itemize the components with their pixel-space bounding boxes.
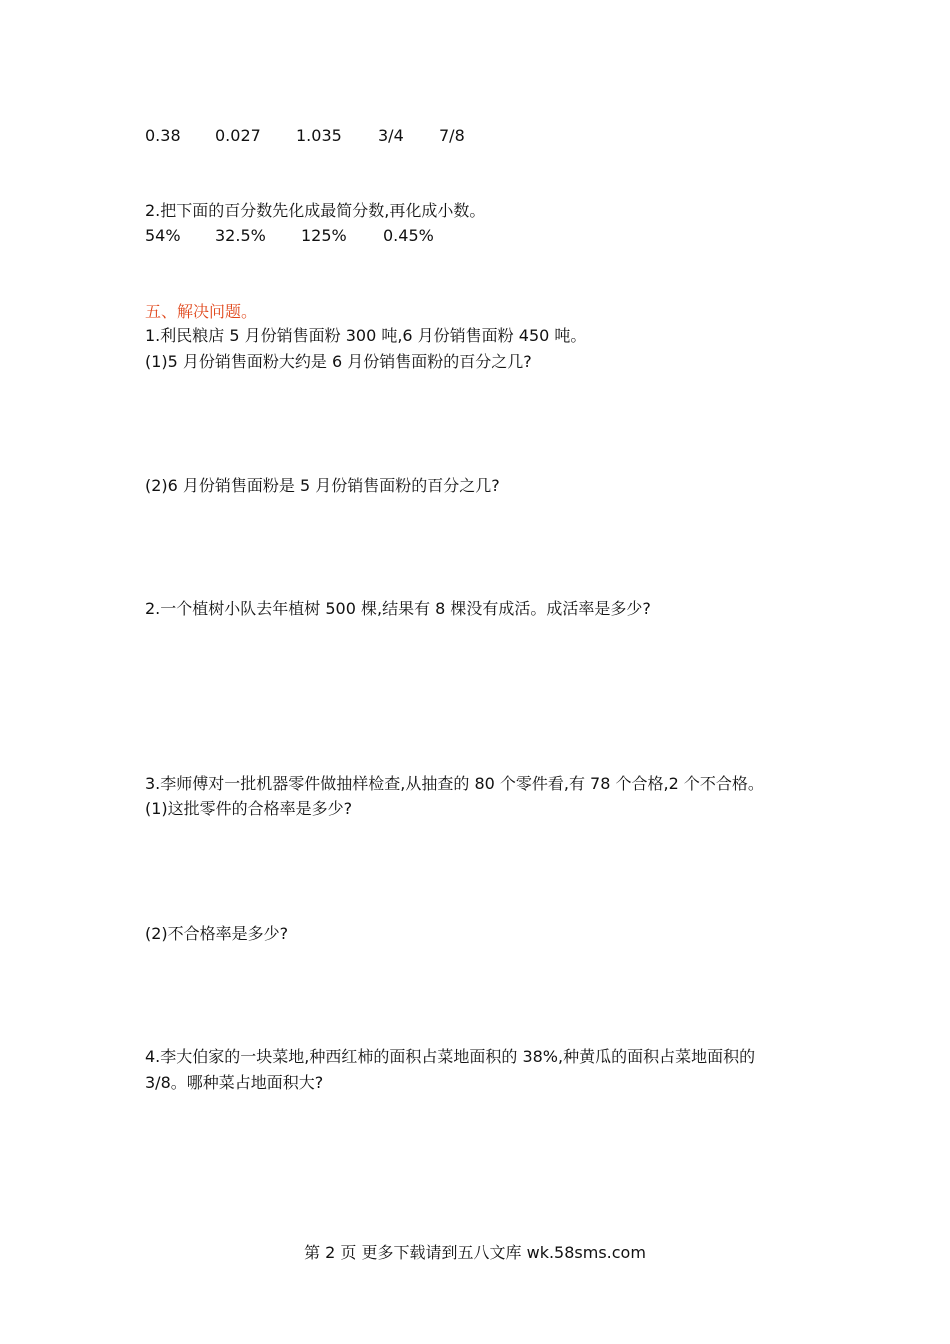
problem-3-part-2: (2)不合格率是多少? [145,924,289,943]
problem-4-line-1: 4.李大伯家的一块菜地,种西红柿的面积占菜地面积的 38%,种黄瓜的面积占菜地面积的 [145,1047,756,1066]
question-2-text: 2.把下面的百分数先化成最简分数,再化成小数。 [145,201,486,220]
percent-item: 125% [301,226,347,245]
percent-item: 0.45% [383,226,434,245]
problem-4-line-2: 3/8。哪种菜占地面积大? [145,1073,324,1092]
problem-3-part-1: (1)这批零件的合格率是多少? [145,799,353,818]
problem-1-part-2: (2)6 月份销售面粉是 5 月份销售面粉的百分之几? [145,476,500,495]
decimal-number-row [145,125,465,147]
percent-item: 32.5% [215,226,266,245]
percent-number-row [145,225,434,247]
problem-1-part-1: (1)5 月份销售面粉大约是 6 月份销售面粉的百分之几? [145,352,532,371]
page-footer: 第 2 页 更多下载请到五八文库 wk.58sms.com [304,1243,646,1262]
number-item: 0.027 [215,126,261,145]
number-item: 7/8 [439,126,465,145]
problem-1-text: 1.利民粮店 5 月份销售面粉 300 吨,6 月份销售面粉 450 吨。 [145,326,587,345]
problem-3-text: 3.李师傅对一批机器零件做抽样检查,从抽查的 80 个零件看,有 78 个合格,2 个不合格。 [145,774,764,793]
number-item: 1.035 [296,126,342,145]
problem-2-text: 2.一个植树小队去年植树 500 棵,结果有 8 棵没有成活。成活率是多少? [145,599,651,618]
percent-item: 54% [145,226,181,245]
number-item: 3/4 [378,126,404,145]
section-heading: 五、解决问题。 [145,302,258,321]
number-item: 0.38 [145,126,181,145]
